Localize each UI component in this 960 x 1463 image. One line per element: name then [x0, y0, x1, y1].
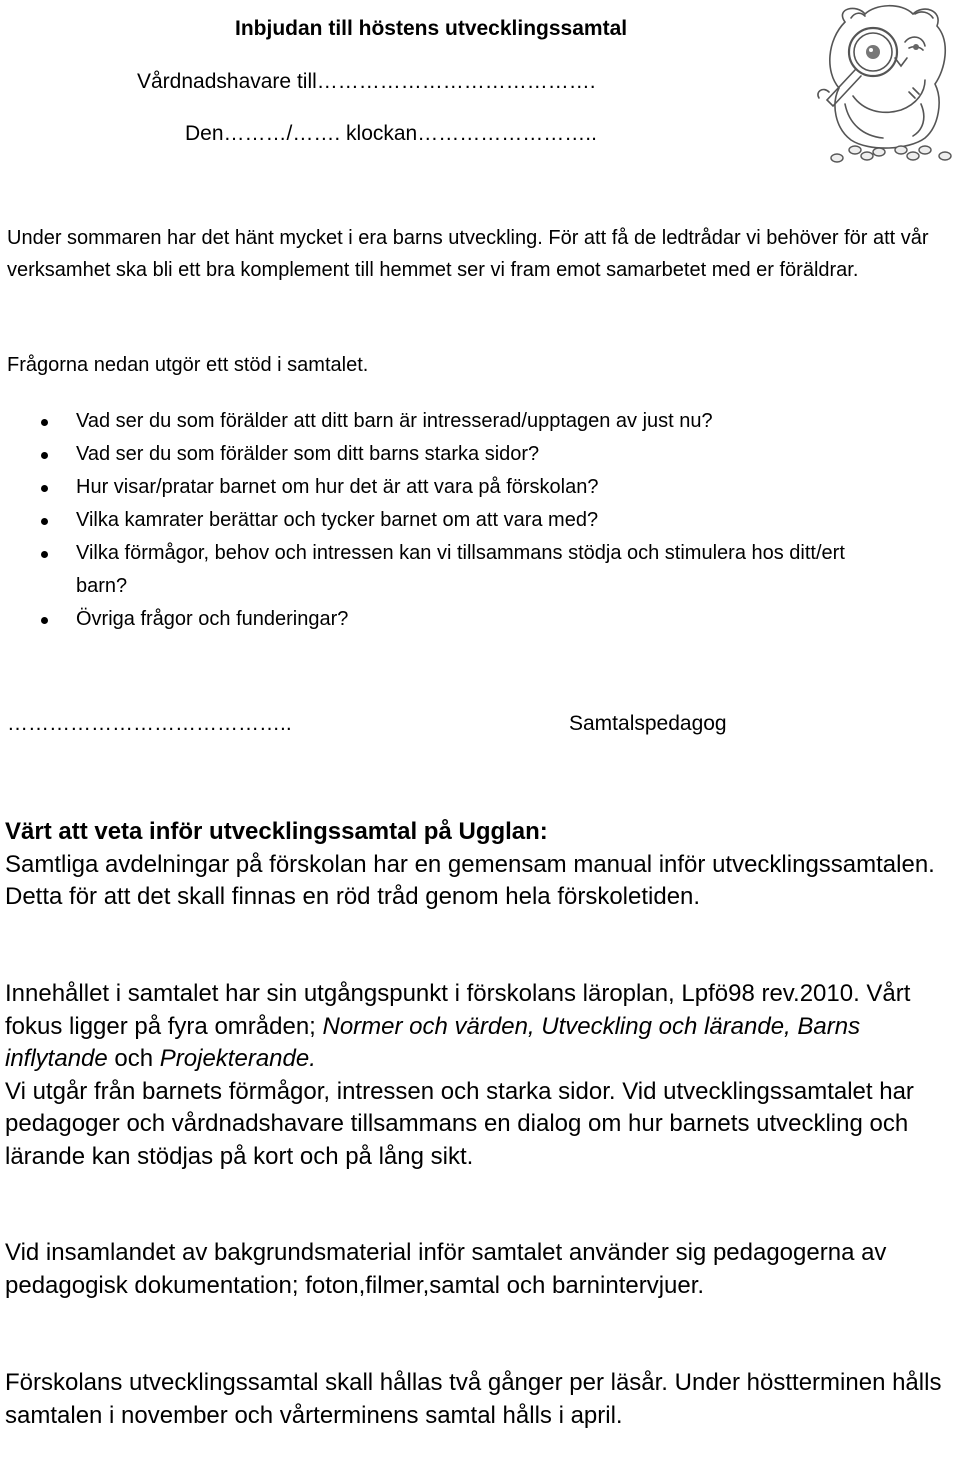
signature-role: Samtalspedagog: [569, 712, 727, 735]
list-item: [0, 603, 900, 636]
questions-lead: [7, 349, 947, 381]
list-item: [0, 537, 900, 603]
signature-dots: …………………………………..: [7, 712, 292, 735]
signature-line: [7, 708, 727, 740]
info-paragraph-5: [5, 1367, 950, 1432]
info-paragraph-2: [5, 978, 950, 1173]
info-paragraph-5-text: Förskolans utvecklingssamtal skall hållas två gånger per läsår. Under höstterminen hålls samtalen i november och vårterminens samtal hålls i april.: [5, 1369, 942, 1429]
bullet-icon: [41, 617, 48, 624]
question-text: Hur visar/pratar barnet om hur det är att vara på förskolan?: [76, 476, 599, 498]
bullet-icon: [41, 419, 48, 426]
info-paragraph-3: Vi utgår från barnets förmågor, intressen och starka sidor. Vid utvecklingssamtalet har pedagoger och vårdnadshavare tillsammans en dialog om hur barnets utveckling och lärande kan stödjas på kort och på lång sikt.: [5, 1077, 914, 1170]
bullet-icon: [41, 485, 48, 492]
bullet-icon: [41, 452, 48, 459]
question-text: Vad ser du som förälder att ditt barn är intresserad/upptagen av just nu?: [76, 410, 713, 432]
info-paragraph-1: Samtliga avdelningar på förskolan har en gemensam manual inför utvecklingssamtalen. Detta för att det skall finnas en röd tråd genom hela förskoletiden.: [5, 850, 935, 910]
list-item: [0, 438, 900, 471]
info-paragraph-2-and: och: [107, 1045, 160, 1072]
bullet-icon: [41, 551, 48, 558]
info-section: [5, 816, 950, 914]
intro-paragraph: [7, 222, 947, 286]
question-text: Vilka förmågor, behov och intressen kan vi tillsammans stödja och stimulera hos ditt/ert barn?: [76, 542, 845, 597]
page-title: Inbjudan till höstens utvecklingssamtal: [235, 17, 628, 40]
focus-area-projects: Projekterande.: [159, 1045, 316, 1072]
questions-lead-text: Frågorna nedan utgör ett stöd i samtalet.: [7, 354, 369, 376]
info-paragraph-4: [5, 1237, 950, 1302]
guardian-line: Vårdnadshavare till………………………………….: [137, 70, 596, 93]
bullet-icon: [41, 518, 48, 525]
focus-areas: Normer och värden, Utveckling och lärande, Barns inflytande: [5, 1012, 861, 1072]
question-text: Vad ser du som förälder som ditt barns starka sidor?: [76, 443, 540, 465]
intro-text: Under sommaren har det hänt mycket i era barns utveckling. För att få de ledtrådar vi behöver för att vår verksamhet ska bli ett bra komplement till hemmet ser vi fram emot samarbetet med er föräldrar.: [7, 227, 929, 281]
question-text: Vilka kamrater berättar och tycker barnet om att vara med?: [76, 509, 599, 531]
info-paragraph-2-text: [5, 978, 950, 1076]
info-paragraph-2-start: Innehållet i samtalet har sin utgångspunkt i förskolans läroplan, Lpfö98 rev.2010. Vårt fokus ligger på fyra områden;: [5, 980, 911, 1040]
question-text: Övriga frågor och funderingar?: [76, 608, 349, 630]
list-item: [0, 471, 900, 504]
info-paragraph-4-text: Vid insamlandet av bakgrundsmaterial inför samtalet använder sig pedagogerna av pedagogisk dokumentation; foton,filmer,samtal och barnintervjuer.: [5, 1239, 887, 1299]
question-list: [0, 405, 900, 636]
info-heading: Värt att veta inför utvecklingssamtal på Ugglan:: [5, 818, 548, 845]
list-item: [0, 405, 900, 438]
owl-with-magnifying-glass-icon: [805, 0, 955, 170]
date-time-line: Den………/……. klockan……………………..: [185, 122, 597, 145]
list-item: [0, 504, 900, 537]
